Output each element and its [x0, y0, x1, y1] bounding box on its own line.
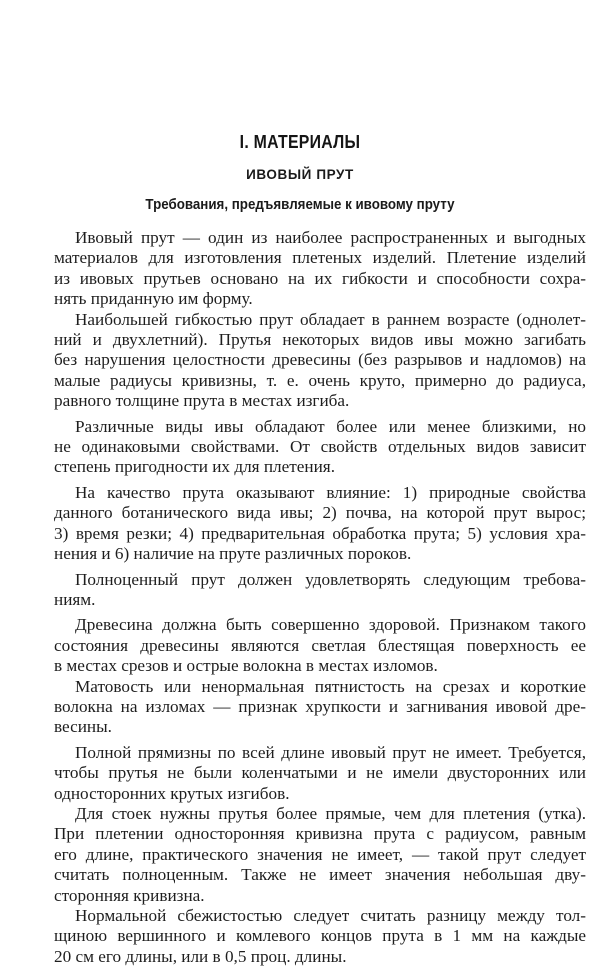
paragraph — [54, 417, 586, 478]
text-line: Матовость или ненормальная пятнистость на срезах и короткие — [75, 676, 586, 696]
paragraph — [54, 228, 586, 310]
paragraph — [54, 906, 586, 967]
text-line: Полной прямизны по всей длине ивовый прут не имеет. Требуется, — [75, 742, 586, 762]
body-text — [54, 228, 586, 967]
text-line: Полноценный прут должен удовлетворять следующим требова- — [75, 569, 586, 589]
text-line: состояния древесины являются светлая блестящая поверхность ее — [54, 635, 586, 655]
paragraph — [54, 615, 586, 676]
text-line: данного ботанического вида ивы; 2) почва, на которой прут вырос; — [54, 503, 586, 523]
paragraph — [54, 743, 586, 804]
paragraph — [54, 483, 586, 565]
text-line: односторонних крутых изгибов. — [54, 783, 290, 803]
paragraph — [54, 310, 586, 412]
text-line: из ивовых прутьев основано на их гибкости и способности сохра- — [54, 268, 586, 288]
text-line: 20 см его длины, или в 0,5 проц. длины. — [54, 946, 347, 966]
text-line: в местах срезов и острые волокна в местах изломов. — [54, 656, 438, 676]
paragraph — [54, 677, 586, 738]
text-line: 3) время резки; 4) предварительная обработка прута; 5) условия хра- — [54, 523, 586, 543]
text-line: считать полноценным. Также не имеет значения небольшая дву- — [54, 865, 586, 885]
text-line: На качество прута оказывают влияние: 1) природные свойства — [75, 482, 586, 502]
text-line: малые радиусы кривизны, т. е. очень круто, примерно до радиуса, — [54, 370, 586, 390]
text-line: Наибольшей гибкостью прут обладает в раннем возрасте (однолет- — [75, 309, 586, 329]
text-line: щиною вершинного и комлевого концов прута в 1 мм на каждые — [54, 926, 586, 946]
text-line: Для стоек нужны прутья более прямые, чем для плетения (утка). — [75, 803, 586, 823]
text-line: ниям. — [54, 589, 96, 609]
text-line: При плетении односторонняя кривизна прута с радиусом, равным — [54, 824, 586, 844]
text-line: материалов для изготовления плетеных изделий. Плетение изделий — [54, 248, 586, 268]
text-line: весины. — [54, 717, 112, 737]
subsection-title: Требования, предъявляемые к ивовому пруту — [145, 197, 455, 213]
chapter-title: I. МАТЕРИАЛЫ — [239, 132, 361, 152]
text-line: чтобы прутья не были коленчатыми и не имели двусторонних или — [54, 763, 586, 783]
text-line: нять приданную им форму. — [54, 289, 253, 309]
text-line: сторонняя кривизна. — [54, 885, 205, 905]
section-title: ИВОВЫЙ ПРУТ — [246, 167, 354, 182]
text-line: без нарушения целостности древесины (без разрывов и надломов) на — [54, 350, 586, 370]
paragraph — [54, 804, 586, 906]
text-line: ний и двухлетний). Прутья некоторых видов ивы можно загибать — [54, 330, 586, 350]
paragraph — [54, 570, 586, 611]
text-line: Древесина должна быть совершенно здоровой. Признаком такого — [75, 615, 586, 635]
text-line: волокна на изломах — признак хрупкости и загнивания ивовой дре- — [54, 696, 586, 716]
text-line: равного толщине прута в местах изгиба. — [54, 391, 350, 411]
text-line: степень пригодности их для плетения. — [54, 457, 335, 477]
text-line: не одинаковыми свойствами. От свойств отдельных видов зависит — [54, 437, 586, 457]
text-line: Различные виды ивы обладают более или менее близкими, но — [75, 416, 586, 436]
text-line: нения и 6) наличие на пруте различных пороков. — [54, 544, 412, 564]
text-line: Нормальной сбежистостью следует считать разницу между тол- — [75, 906, 586, 925]
text-line: Ивовый прут — один из наиболее распространенных и выгодных — [75, 228, 586, 247]
text-line: его длине, практического значения не имеет, — такой прут следует — [54, 844, 586, 864]
